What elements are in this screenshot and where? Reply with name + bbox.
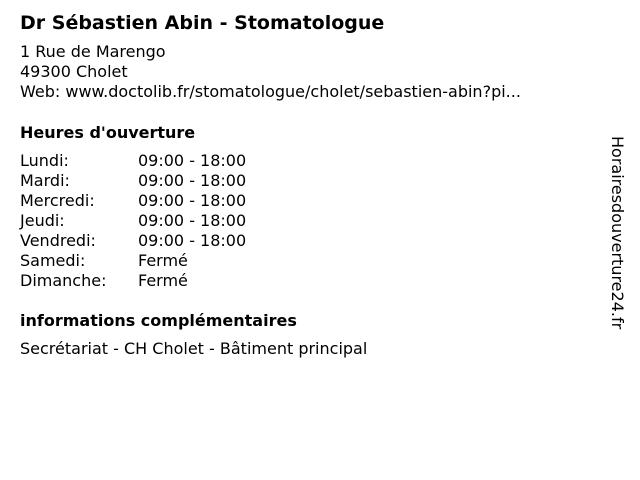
info-heading: informations complémentaires [20,311,297,330]
day-label: Samedi: [20,251,86,270]
page-title: Dr Sébastien Abin - Stomatologue [20,12,385,34]
hours-row-tuesday [20,171,600,191]
practice-card [20,10,600,359]
hours-row-wednesday [20,191,600,211]
time-value: 09:00 - 18:00 [138,191,247,210]
hours-row-friday [20,231,600,251]
time-value: 09:00 - 18:00 [138,211,247,230]
time-value: Fermé [138,271,188,290]
hours-list [20,151,600,291]
hours-row-thursday [20,211,600,231]
hours-row-monday [20,151,600,171]
hours-heading: Heures d'ouverture [20,123,196,142]
day-label: Mercredi: [20,191,95,210]
hours-row-saturday [20,251,600,271]
day-label: Dimanche: [20,271,107,290]
day-label: Mardi: [20,171,70,190]
day-label: Jeudi: [20,211,65,230]
info-text: Secrétariat - CH Cholet - Bâtiment principal [20,339,368,358]
day-label: Lundi: [20,151,69,170]
time-value: 09:00 - 18:00 [138,231,247,250]
time-value: 09:00 - 18:00 [138,151,247,170]
time-value: Fermé [138,251,188,270]
hours-row-sunday [20,271,600,291]
address-street: 1 Rue de Marengo [20,42,166,61]
address-city: 49300 Cholet [20,62,128,81]
site-watermark: Horairesdouverture24.fr [608,136,627,330]
day-label: Vendredi: [20,231,96,250]
address-block [20,42,600,102]
time-value: 09:00 - 18:00 [138,171,247,190]
website-text: Web: www.doctolib.fr/stomatologue/cholet/sebastien-abin?pi... [20,82,521,101]
